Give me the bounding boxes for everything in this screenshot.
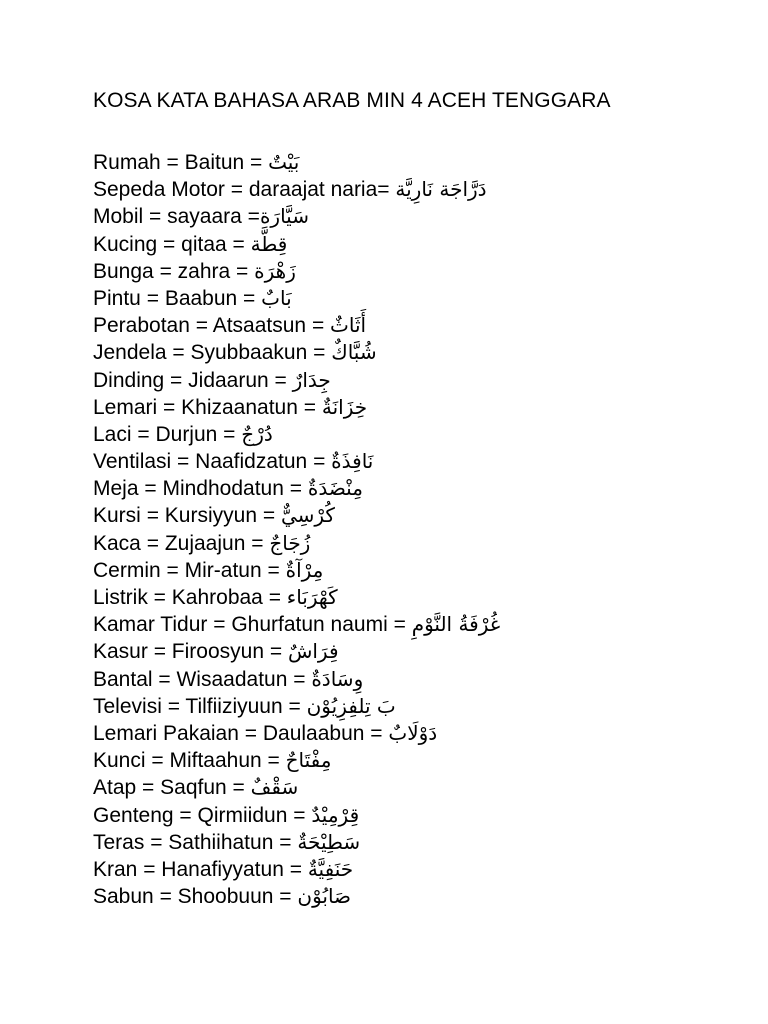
arabic-word: جِدَارٌ <box>292 367 331 392</box>
indonesian-word: Sabun <box>93 885 154 909</box>
latin-transliteration: Kursiyyun <box>164 504 257 528</box>
latin-transliteration: zahra <box>177 259 231 283</box>
latin-transliteration: Baitun <box>184 151 245 174</box>
latin-transliteration: Mindhodatun <box>162 477 284 501</box>
arabic-word: أَثَاثٌ <box>330 313 367 338</box>
vocab-entry <box>93 666 500 693</box>
equals-separator: = <box>283 857 308 881</box>
equals-separator: = <box>261 749 286 773</box>
vocab-entry <box>93 557 500 584</box>
latin-transliteration: Sathiihatun <box>168 830 274 854</box>
latin-transliteration: Syubbaakun <box>190 341 308 365</box>
arabic-word: مِفْتَاحٌ <box>285 748 332 773</box>
arabic-word: كُرْسِيٌّ <box>280 503 335 528</box>
equals-separator: = <box>377 178 396 202</box>
vocab-entry <box>93 720 500 747</box>
indonesian-word: Dinding <box>93 368 165 392</box>
equals-separator: = <box>264 640 288 664</box>
indonesian-word: Jendela <box>93 341 167 365</box>
vocab-entry <box>93 502 500 529</box>
equals-separator: = <box>261 558 286 582</box>
equals-separator: = <box>217 422 242 446</box>
vocab-entry <box>93 421 500 448</box>
arabic-word: غُرْفَةُ النَّوْمِ <box>411 612 501 637</box>
arabic-word: مِنْضَدَةٌ <box>307 476 363 501</box>
latin-transliteration: daraajat naria <box>248 178 378 202</box>
equals-separator: = <box>144 830 169 854</box>
indonesian-word: Teras <box>93 830 145 854</box>
latin-transliteration: Saqfun <box>160 776 227 800</box>
latin-transliteration: Durjun <box>155 422 218 446</box>
equals-separator: = <box>140 531 165 555</box>
equals-separator: = <box>147 640 172 664</box>
equals-separator: = <box>307 341 332 365</box>
latin-transliteration: Tilfiiziyuun <box>185 694 283 718</box>
latin-transliteration: Khizaanatun <box>181 395 298 419</box>
equals-separator: = <box>153 259 178 283</box>
vocab-entry <box>93 693 500 720</box>
arabic-word: زَهْرَة <box>254 258 296 283</box>
equals-separator: = <box>257 504 281 528</box>
equals-separator: = <box>226 232 251 256</box>
arabic-word: مِرْآةٌ <box>285 557 324 582</box>
indonesian-word: Genteng <box>93 803 174 827</box>
vocab-entry <box>93 530 500 557</box>
latin-transliteration: Atsaatsun <box>212 314 307 338</box>
indonesian-word: Sepeda Motor <box>93 178 225 202</box>
equals-separator: = <box>282 694 307 718</box>
equals-separator: = <box>273 830 298 854</box>
equals-separator: = <box>262 586 287 609</box>
arabic-word: قِطَّة <box>250 231 288 256</box>
equals-separator: = <box>230 259 255 283</box>
equals-separator: = <box>153 885 178 909</box>
equals-separator: = <box>387 613 412 637</box>
vocab-entry <box>93 829 500 856</box>
equals-separator: = <box>160 151 185 174</box>
arabic-word: شُبَّاكٌ <box>331 340 377 365</box>
indonesian-word: Atap <box>93 776 137 800</box>
equals-separator: = <box>131 422 156 446</box>
vocab-entry <box>93 448 500 475</box>
arabic-word: بَابٌ <box>261 285 292 310</box>
vocab-entry <box>93 747 500 774</box>
latin-transliteration: Shoobuun <box>177 885 274 909</box>
equals-separator: = <box>207 613 232 637</box>
equals-separator: = <box>273 885 298 909</box>
equals-separator: = <box>166 341 191 365</box>
equals-separator: = <box>245 531 270 555</box>
latin-transliteration: Mir-atun <box>184 558 262 582</box>
equals-separator: = <box>171 450 196 474</box>
equals-separator: = <box>306 314 331 338</box>
latin-transliteration: Wisaadatun <box>176 667 288 691</box>
vocab-entry <box>93 312 500 339</box>
arabic-word: قِرْمِيْدٌ <box>311 802 360 827</box>
equals-separator: = <box>140 286 165 310</box>
document-title: KOSA KATA BAHASA ARAB MIN 4 ACEH TENGGARA <box>93 89 611 112</box>
indonesian-word: Kasur <box>93 640 148 664</box>
indonesian-word: Bantal <box>93 667 153 691</box>
vocab-entry <box>93 856 500 883</box>
vocab-entry <box>93 285 500 312</box>
equals-separator: = <box>152 667 177 691</box>
indonesian-word: Kaca <box>93 531 141 555</box>
equals-separator: = <box>137 857 162 881</box>
indonesian-word: Listrik <box>93 586 148 609</box>
equals-separator: = <box>238 721 263 745</box>
vocab-entry <box>93 802 500 829</box>
equals-separator: = <box>287 667 312 691</box>
latin-transliteration: Naafidzatun <box>195 450 308 474</box>
indonesian-word: Rumah <box>93 151 161 174</box>
indonesian-word: Perabotan <box>93 314 190 338</box>
vocab-entry <box>93 475 500 502</box>
latin-transliteration: Qirmiidun <box>197 803 288 827</box>
equals-separator: = <box>145 749 170 773</box>
vocab-entry <box>93 584 500 611</box>
indonesian-word: Kunci <box>93 749 146 773</box>
arabic-word: صَابُوْن <box>297 884 352 909</box>
latin-transliteration: Firoosyun <box>171 640 264 664</box>
latin-transliteration: Baabun <box>164 286 238 310</box>
arabic-word: حَنَفِيَّةٌ <box>307 856 354 881</box>
arabic-word: نَافِذَةٌ <box>331 449 374 474</box>
arabic-word: كَهْرَبَاء <box>286 585 338 609</box>
equals-separator: = <box>157 232 182 256</box>
vocab-entry <box>93 638 500 665</box>
latin-transliteration: Zujaajun <box>164 531 246 555</box>
equals-separator: = <box>287 803 312 827</box>
arabic-word: فِرَاشٌ <box>287 639 339 664</box>
arabic-word: زُجَاجٌ <box>269 530 311 555</box>
equals-separator: = <box>136 776 161 800</box>
vocab-entry <box>93 611 500 638</box>
indonesian-word: Kran <box>93 857 138 881</box>
equals-separator: = <box>283 477 308 501</box>
indonesian-word: Lemari Pakaian <box>93 721 239 745</box>
equals-separator: = <box>297 395 322 419</box>
vocab-entry <box>93 231 500 258</box>
arabic-word: وِسَادَةٌ <box>311 666 364 691</box>
equals-separator: = <box>164 368 189 392</box>
indonesian-word: Laci <box>93 422 132 446</box>
equals-separator: = <box>189 314 213 338</box>
indonesian-word: Mobil <box>93 205 144 229</box>
vocab-entry <box>93 176 500 203</box>
vocab-entry <box>93 339 500 366</box>
vocab-entry <box>93 774 500 801</box>
vocab-entry <box>93 394 500 421</box>
indonesian-word: Ventilasi <box>93 450 172 474</box>
vocabulary-list <box>93 149 500 910</box>
equals-separator: = <box>160 558 185 582</box>
indonesian-word: Cermin <box>93 558 161 582</box>
vocab-entry <box>93 258 500 285</box>
indonesian-word: Kursi <box>93 504 141 528</box>
arabic-word: دَرَّاجَة نَارِيَّة <box>395 177 487 202</box>
latin-transliteration: Miftaahun <box>169 749 262 773</box>
latin-transliteration: Jidaarun <box>188 368 269 392</box>
indonesian-word: Lemari <box>93 395 158 419</box>
equals-separator: = <box>224 178 249 202</box>
equals-separator: = <box>147 586 172 609</box>
equals-separator: = <box>244 151 269 174</box>
equals-separator: = <box>143 205 168 229</box>
equals-separator: = <box>307 450 332 474</box>
equals-separator: = <box>364 721 389 745</box>
arabic-word: سَطِيْحَةٌ <box>297 829 361 854</box>
arabic-word: سَقْفٌ <box>250 775 299 800</box>
latin-transliteration: Kahrobaa <box>171 586 263 609</box>
equals-separator: = <box>157 395 182 419</box>
equals-separator: = <box>237 286 262 310</box>
indonesian-word: Meja <box>93 477 139 501</box>
arabic-word: بَيْتٌ <box>268 150 300 174</box>
indonesian-word: Pintu <box>93 286 141 310</box>
latin-transliteration: Hanafiyyatun <box>161 857 284 881</box>
equals-separator: = <box>140 504 165 528</box>
vocab-entry <box>93 367 500 394</box>
indonesian-word: Kucing <box>93 232 158 256</box>
latin-transliteration: Daulaabun <box>262 721 365 745</box>
arabic-word: بَ تِلفِزِيُوْن <box>306 693 396 718</box>
latin-transliteration: qitaa <box>181 232 227 256</box>
vocab-entry <box>93 883 500 910</box>
arabic-word: دُرْجٌ <box>241 421 273 446</box>
latin-transliteration: sayaara <box>167 205 242 229</box>
latin-transliteration: Ghurfatun naumi <box>231 613 388 637</box>
arabic-word: دَوْلَابٌ <box>388 720 438 745</box>
indonesian-word: Kamar Tidur <box>93 613 208 637</box>
equals-separator: = <box>226 776 251 800</box>
equals-separator: = <box>268 368 293 392</box>
indonesian-word: Televisi <box>93 694 162 718</box>
equals-separator: = <box>161 694 186 718</box>
equals-separator: = <box>241 205 260 229</box>
arabic-word: سَيَّارَة <box>259 204 309 229</box>
vocab-entry <box>93 203 500 230</box>
equals-separator: = <box>173 803 198 827</box>
equals-separator: = <box>138 477 163 501</box>
vocab-entry <box>93 149 500 176</box>
arabic-word: خِزَانَةٌ <box>321 394 368 419</box>
indonesian-word: Bunga <box>93 259 154 283</box>
